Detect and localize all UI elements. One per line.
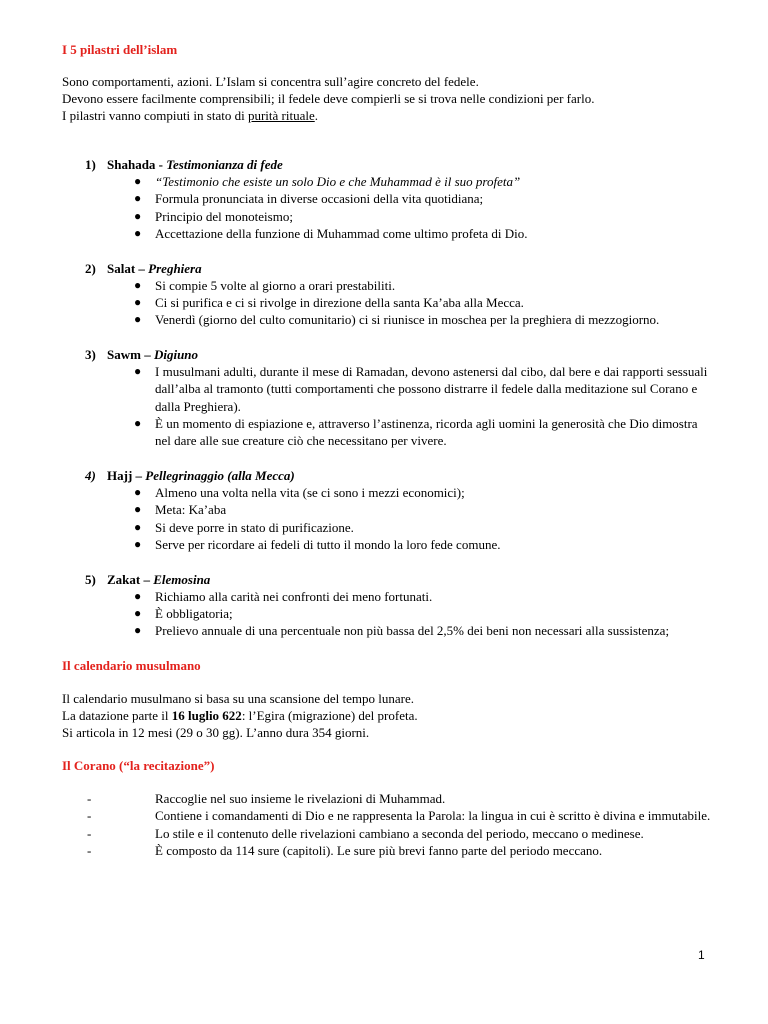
intro-underlined-term: purità rituale (247, 108, 315, 123)
bullet-icon: ● (134, 277, 142, 292)
pillar-title (62, 260, 712, 277)
calendar-line-2 (62, 707, 712, 724)
pillar-title (62, 346, 712, 363)
calendar-paragraph (62, 690, 712, 741)
document-page (62, 41, 712, 859)
list-item (134, 277, 712, 294)
list-item (134, 484, 712, 501)
bullet-list (62, 484, 712, 554)
pillar-name: Shahada - (107, 157, 167, 172)
pillar-name: Hajj – (107, 467, 146, 483)
list-item (134, 605, 712, 622)
bullet-icon: ● (134, 484, 142, 499)
bullet-list (62, 588, 712, 640)
list-item-text: Principio del monoteismo; (155, 208, 293, 224)
calendar-date: 16 luglio 622 (171, 707, 242, 723)
pillar-shahada (62, 156, 712, 243)
pillar-name: Sawm – (107, 346, 154, 362)
list-item (134, 294, 712, 311)
bullet-icon: ● (134, 226, 142, 241)
list-item (134, 415, 712, 450)
intro-line-3-end: . (314, 108, 318, 123)
page-title: I 5 pilastri dell’islam (62, 42, 178, 57)
pillar-number: 3) (85, 346, 96, 362)
list-item-text: Contiene i comandamenti di Dio e ne rappresenta la Parola: la lingua in cui è scritto è divina e immutabile. (155, 808, 711, 824)
bullet-icon: ● (134, 363, 142, 378)
list-item (134, 208, 712, 225)
list-item-text: Almeno una volta nella vita (se ci sono i mezzi economici); (155, 484, 465, 500)
list-item-text: È un momento di espiazione e, attraverso l’astinenza, ricorda agli uomini la generosità che Dio dimostra nel dare alle sue creature ciò che necessitano per vivere. (155, 416, 698, 449)
list-item (87, 842, 712, 859)
list-item (87, 825, 712, 842)
bullet-icon: ● (134, 588, 142, 603)
bullet-icon: ● (134, 623, 142, 638)
pillar-subtitle: Elemosina (153, 571, 211, 587)
calendar-line-2-end: : l’Egira (migrazione) del profeta. (241, 707, 418, 723)
bullet-icon: ● (134, 312, 142, 327)
pillar-salat (62, 260, 712, 329)
list-item-text: Ci si purifica e ci si rivolge in direzione della santa Ka’aba alla Mecca. (155, 295, 524, 311)
bullet-icon: ● (134, 191, 142, 206)
pillar-hajj (62, 467, 712, 554)
pillar-subtitle: Pellegrinaggio (alla Mecca) (145, 467, 295, 483)
pillar-zakat (62, 571, 712, 640)
list-item-text: Venerdì (giorno del culto comunitario) ci si riunisce in moschea per la preghiera di mezzogiorno. (155, 312, 660, 328)
pillar-name: Salat – (107, 260, 149, 276)
calendar-line-1: Il calendario musulmano si basa su una scansione del tempo lunare. (62, 690, 414, 706)
list-item-text: “Testimonio che esiste un solo Dio e che Muhammad è il suo profeta” (155, 174, 521, 189)
list-item (134, 501, 712, 518)
bullet-icon: ● (134, 537, 142, 552)
list-item (134, 190, 712, 207)
pillar-subtitle: Testimonianza di fede (166, 157, 283, 172)
pillar-subtitle: Preghiera (148, 260, 202, 276)
list-item (134, 311, 712, 328)
pillar-title (62, 156, 712, 173)
dash-icon: - (87, 790, 92, 806)
list-item-text: Meta: Ka’aba (155, 502, 227, 518)
list-item-text: È obbligatoria; (155, 605, 233, 621)
pillar-title (62, 571, 712, 588)
quran-heading: Il Corano (“la recitazione”) (62, 757, 215, 773)
bullet-icon: ● (134, 416, 142, 431)
dash-icon: - (87, 842, 92, 858)
dash-icon: - (87, 808, 92, 824)
intro-line-1: Sono comportamenti, azioni. L’Islam si concentra sull’agire concreto del fedele. (62, 74, 479, 89)
intro-paragraph (62, 73, 712, 124)
list-item-text: Raccoglie nel suo insieme le rivelazioni di Muhammad. (155, 790, 446, 806)
bullet-list (62, 277, 712, 329)
intro-line-2: Devono essere facilmente comprensibili; il fedele deve compierli se si trova nelle condizioni per farlo. (62, 91, 595, 106)
bullet-icon: ● (134, 208, 142, 223)
list-item-text: Richiamo alla carità nei confronti dei meno fortunati. (155, 588, 433, 604)
pillar-name: Zakat – (107, 571, 154, 587)
list-item-text: Formula pronunciata in diverse occasioni della vita quotidiana; (155, 191, 484, 207)
list-item-text: Prelievo annuale di una percentuale non più bassa del 2,5% dei beni non necessari alla sussistenza; (155, 623, 670, 639)
bullet-list (62, 173, 712, 243)
bullet-icon: ● (134, 605, 142, 620)
list-item (134, 536, 712, 553)
list-item-text: Si deve porre in stato di purificazione. (155, 519, 354, 535)
pillar-number: 2) (85, 260, 96, 276)
calendar-heading: Il calendario musulmano (62, 657, 201, 673)
list-item-text: I musulmani adulti, durante il mese di Ramadan, devono astenersi dal cibo, dal bere e dai rapporti sessuali dall’alba al tramonto (tutti comportamenti che possono distrarre il fedele dalla meditazione sul Corano e dalla Preghiera). (155, 363, 708, 414)
list-item (134, 225, 712, 242)
bullet-icon: ● (134, 174, 142, 188)
bullet-icon: ● (134, 519, 142, 534)
bullet-icon: ● (134, 295, 142, 310)
calendar-line-3: Si articola in 12 mesi (29 o 30 gg). L’anno dura 354 giorni. (62, 724, 370, 740)
pillar-subtitle: Digiuno (153, 346, 199, 362)
dash-icon: - (87, 825, 92, 841)
list-item-text: Si compie 5 volte al giorno a orari prestabiliti. (155, 277, 396, 293)
list-item (134, 519, 712, 536)
intro-line-3 (62, 107, 712, 124)
bullet-list (62, 363, 712, 450)
list-item (87, 807, 712, 824)
pillar-number: 1) (85, 157, 96, 172)
calendar-line-2-text: La datazione parte il (62, 707, 172, 723)
list-item (134, 622, 712, 639)
list-item (134, 588, 712, 605)
list-item-text: Serve per ricordare ai fedeli di tutto il mondo la loro fede comune. (155, 537, 501, 553)
pillar-sawm (62, 346, 712, 450)
list-item-text: Accettazione della funzione di Muhammad come ultimo profeta di Dio. (155, 226, 528, 242)
list-item (134, 173, 712, 190)
intro-line-3-text: I pilastri vanno compiuti in stato di (62, 108, 248, 123)
pillar-number: 5) (85, 571, 96, 587)
dash-list (62, 790, 712, 860)
page-number: 1 (698, 948, 705, 962)
pillar-number: 4) (85, 467, 96, 483)
list-item-text: È composto da 114 sure (capitoli). Le sure più brevi fanno parte del periodo meccano. (155, 842, 603, 858)
list-item (134, 363, 712, 415)
list-item-text: Lo stile e il contenuto delle rivelazioni cambiano a seconda del periodo, meccano o medinese. (155, 825, 644, 841)
pillar-title (62, 467, 712, 484)
list-item (87, 790, 712, 807)
bullet-icon: ● (134, 502, 142, 517)
